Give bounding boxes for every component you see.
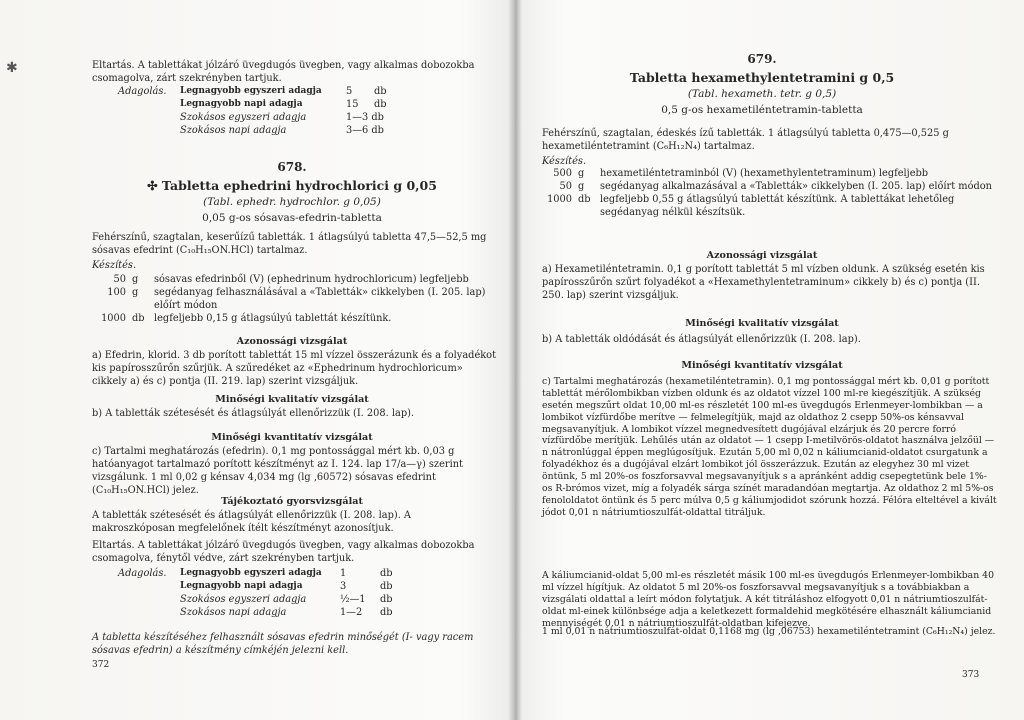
description-paragraph: Fehérszínű, szagtalan, keserűízű tabletták. 1 átlagsúlyú tabletta 47,5—52,5 mg sósavas efedrint (C₁₀H₁₅ON.HCl) tartalmaz. <box>92 232 487 256</box>
prep-unit: db <box>578 193 591 205</box>
margin-mark: ✱ <box>6 60 18 76</box>
preparation-label: Készítés. <box>92 260 137 271</box>
quantitative-paragraph: c) Tartalmi meghatározás (hexametiléntetramin). 0,1 mg pontossággal mért kb. 0,01 g porított tablettát mérőlombikban vízben oldunk és az oldatot vízzel 100 ml-re kiegészítjük. A szükség esetén megszűrt oldat 10,00 ml-es részletét 100 ml-es üvegdugós Erlenmeyer-lombikban — a lombikot vízfürdőbe merítve — felmelegítjük, majd az oldathoz 2 csepp 50%-os kénsavval megsavanyítjuk. A lombikot vízzel megnedvesített dugójával elzárjuk és 20 percre forró vízfürdőbe merítjük. Lehűlés után az oldatot — 1 csepp I-metilvörös-oldatot használva jelzőül — n nátronlúggal éppen meglúgosítjuk. Ezután 5,00 ml 0,02 n káliumcianid-oldatot csurgatunk a folyadékhoz és a dugójával elzárt lombikot jól összerázzuk. Ezután az elegyhez 30 ml vizet öntünk, 5 ml 20%-os foszforsavval megsavanyítjuk s a apránként addig csepegtetünk bele 1%-os R-brómos vizet, míg a folyadék sárga színét maradandóan megtartja. Az oldathoz 2 ml 5%-os fenololdatot öntünk és 5 perc múlva 0,5 g káliumjodidot szórunk hozzá. Félóra elteltével a kivált jódot 0,01 n nátriumtioszulfát-oldattal titráljuk. <box>542 376 997 518</box>
prep-text: segédanyag felhasználásával a «Tabletták» cikkelyben (I. 205. lap) előírt módon <box>154 286 486 311</box>
quantitative-paragraph-2: A káliumcianid-oldat 5,00 ml-es részletét másik 100 ml-es üvegdugós Erlenmeyer-lombikban 40 ml vízzel hígítjuk. Az oldatot 5 ml 20%-os foszforsavval megsavanyítjuk s a továbbiakban a vizsgálati oldattal a leírt módon folytatjuk. A két titráláshoz elfogyott 0,01 n nátriumtioszulfát-oldat ml-einek különbsége adja a keletkezett formaldehid megkötésére elhasznált káliumcianid mennyiségét 0,01 n nátriumtioszulfát-oldatban kifejezve. <box>542 570 994 629</box>
right-page <box>522 0 1024 720</box>
prep-text: legfeljebb 0,15 g átlagsúlyú tablettát készítünk. <box>154 312 392 324</box>
book-gutter <box>508 0 522 720</box>
qualitative-paragraph: b) A tabletták oldódását és átlagsúlyát ellenőrizzük (I. 208. lap). <box>542 334 861 345</box>
left-page <box>0 0 510 720</box>
dose-label: Legnagyobb napi adagja <box>180 580 303 591</box>
prep-text: sósavas efedrinből (V) (ephedrinum hydrochloricum) legfeljebb <box>154 274 469 285</box>
prep-amount: 1000 <box>101 312 126 324</box>
preparation-row <box>522 181 992 194</box>
section-heading-identity: Azonossági vizsgálat <box>706 250 818 261</box>
preparation-row <box>76 313 496 326</box>
identity-paragraph: a) Efedrin, klorid. 3 db porított tablettát 15 ml vízzel összerázunk és a folyadékot kis papírosszűrőn szűrjük. A szűredéket az «Ephedrinum hydrochloricum» cikkely a) és c) pontja (II. 219. lap) szerint vizsgáljuk. <box>92 350 497 387</box>
monograph-title: Tabletta hexamethylentetramini g 0,5 <box>629 70 895 85</box>
dosage-block <box>118 86 458 138</box>
storage-paragraph: Eltartás. A tablettákat jólzáró üvegdugós üvegben, vagy alkalmas dobozokba csomagolva, zárt szekrényben tartjuk. <box>92 60 475 84</box>
prep-unit: g <box>132 274 139 285</box>
dose-value: 3 <box>340 580 347 592</box>
dose-label: Legnagyobb egyszeri adagja <box>180 568 322 578</box>
prep-unit: g <box>132 286 139 298</box>
dose-unit: db <box>374 98 387 110</box>
dose-row <box>118 125 458 138</box>
storage-paragraph-2: Eltartás. A tablettákat jólzáró üvegdugós üvegben, vagy alkalmas dobozokba csomagolva, fénytől védve, zárt szekrényben tartjuk. <box>92 540 475 564</box>
dose-row <box>118 607 458 620</box>
section-heading-quantitative: Minőségi kvantitatív vizsgálat <box>211 432 373 443</box>
prep-text: legfeljebb 0,55 g átlagsúlyú tablettát készítünk. A tablettákat lehetőleg segédanyag nélkül készítsük. <box>600 193 955 218</box>
dose-label: Szokásos napi adagja <box>180 606 287 618</box>
prep-amount: 500 <box>553 168 572 179</box>
preparation-row <box>522 194 992 220</box>
dose-value: ½—1 <box>340 593 366 605</box>
dose-label: Szokásos napi adagja <box>180 124 287 136</box>
monograph-abbrev: (Tabl. ephedr. hydrochlor. g 0,05) <box>203 196 381 208</box>
section-heading-identity: Azonossági vizsgálat <box>236 336 348 347</box>
qualitative-paragraph: b) A tabletták szétesését és átlagsúlyát ellenőrizzük (I. 208. lap). <box>92 408 415 419</box>
identity-paragraph: a) Hexametiléntetramin. 0,1 g porított tablettát 5 ml vízben oldunk. A szükség esetén kis papírosszűrőn szűrt folyadékot a «Hexamethylentetraminum» cikkely b) és c) pontja (II. 250. lap) szerint vizsgáljuk. <box>542 264 985 301</box>
dose-unit: db <box>380 593 393 605</box>
monograph-abbrev: (Tabl. hexameth. tetr. g 0,5) <box>687 88 837 100</box>
prep-unit: g <box>578 180 585 192</box>
page-number-left: 372 <box>92 660 110 670</box>
preparation-list <box>76 274 496 326</box>
quantitative-paragraph: c) Tartalmi meghatározás (efedrin). 0,1 mg pontossággal mért kb. 0,03 g hatóanyagot tartalmazó porított készítményt az I. 124. lap 17/a—γ) szerint vizsgálunk. 1 ml 0,02 g kénsav 4,034 mg (lg ,60572) sósavas efedrint (C₁₀H₁₅ON.HCl) jelez. <box>92 446 463 496</box>
dosage-label: Adagolás. <box>118 568 167 579</box>
monograph-number: 678. <box>277 160 307 174</box>
dose-value: 1—2 <box>340 606 363 618</box>
dose-value: 15 <box>346 98 359 110</box>
dose-row <box>118 112 458 125</box>
section-heading-qualitative: Minőségi kvalitatív vizsgálat <box>685 318 839 329</box>
preparation-label: Készítés. <box>542 156 587 167</box>
preparation-row <box>76 287 496 313</box>
dose-value: 1 <box>340 568 347 579</box>
dose-row <box>118 594 458 607</box>
preparation-row <box>76 274 496 287</box>
dose-row <box>118 581 458 594</box>
dose-unit: db <box>380 606 393 618</box>
dose-row <box>118 568 458 581</box>
section-heading-quantitative: Minőségi kvantitatív vizsgálat <box>681 360 843 371</box>
prep-text: segédanyag alkalmazásával a «Tabletták» cikkelyben (I. 205. lap) előírt módon <box>600 180 992 192</box>
dose-unit: db <box>374 86 387 97</box>
quick-test-paragraph: A tabletták szétesését és átlagsúlyát ellenőrizzük (I. 208. lap). A makroszkóposan megfelelőnek ítélt készítményt azonosítjuk. <box>92 510 412 534</box>
monograph-hungarian-name: 0,5 g-os hexametiléntetramin-tabletta <box>661 104 863 116</box>
dose-unit: db <box>380 580 393 592</box>
prep-text: hexametiléntetraminból (V) (hexamethylentetraminum) legfeljebb <box>600 168 929 179</box>
dose-label: Szokásos egyszeri adagja <box>180 593 307 605</box>
dose-value: 1—3 db <box>346 111 384 123</box>
dose-unit: db <box>380 568 393 579</box>
page-number-right: 373 <box>962 670 980 680</box>
dose-label: Szokásos egyszeri adagja <box>180 111 307 123</box>
monograph-hungarian-name: 0,05 g-os sósavas-efedrin-tabletta <box>202 212 382 224</box>
dose-label: Legnagyobb egyszeri adagja <box>180 86 322 96</box>
dose-row <box>118 99 458 112</box>
prep-unit: g <box>578 168 585 179</box>
dose-value: 3—6 db <box>346 124 384 136</box>
note-paragraph: A tabletta készítéséhez felhasznált sósavas efedrin minőségét (I- vagy racem sósavas efedrin) a készítmény címkéjén jelezni kell. <box>92 632 474 656</box>
prep-unit: db <box>132 312 145 324</box>
prep-amount: 1000 <box>547 193 572 205</box>
dose-value: 5 <box>346 86 353 97</box>
prep-amount: 50 <box>559 180 572 192</box>
description-paragraph: Fehérszínű, szagtalan, édeskés ízű tabletták. 1 átlagsúlyú tabletta 0,475—0,525 g hexametiléntetramint (C₆H₁₂N₄) tartalmaz. <box>542 128 949 152</box>
preparation-row <box>522 168 992 181</box>
dosage-label: Adagolás. <box>118 86 167 97</box>
section-heading-quick-test: Tájékoztató gyorsvizsgálat <box>221 496 363 507</box>
monograph-title: ✣ Tabletta ephedrini hydrochlorici g 0,05 <box>147 178 437 193</box>
preparation-list <box>522 168 992 220</box>
prep-amount: 50 <box>113 274 126 285</box>
dosage-block-2 <box>118 568 458 620</box>
quantitative-paragraph-3: 1 ml 0,01 n nátriumtioszulfát-oldat 0,1168 mg (lg ,06753) hexametiléntetramint (C₆H₁₂N₄) jelez. <box>542 626 996 637</box>
monograph-number: 679. <box>747 52 777 66</box>
dose-label: Legnagyobb napi adagja <box>180 98 303 109</box>
section-heading-qualitative: Minőségi kvalitatív vizsgálat <box>215 394 369 405</box>
prep-amount: 100 <box>107 286 126 298</box>
dose-row <box>118 86 458 99</box>
